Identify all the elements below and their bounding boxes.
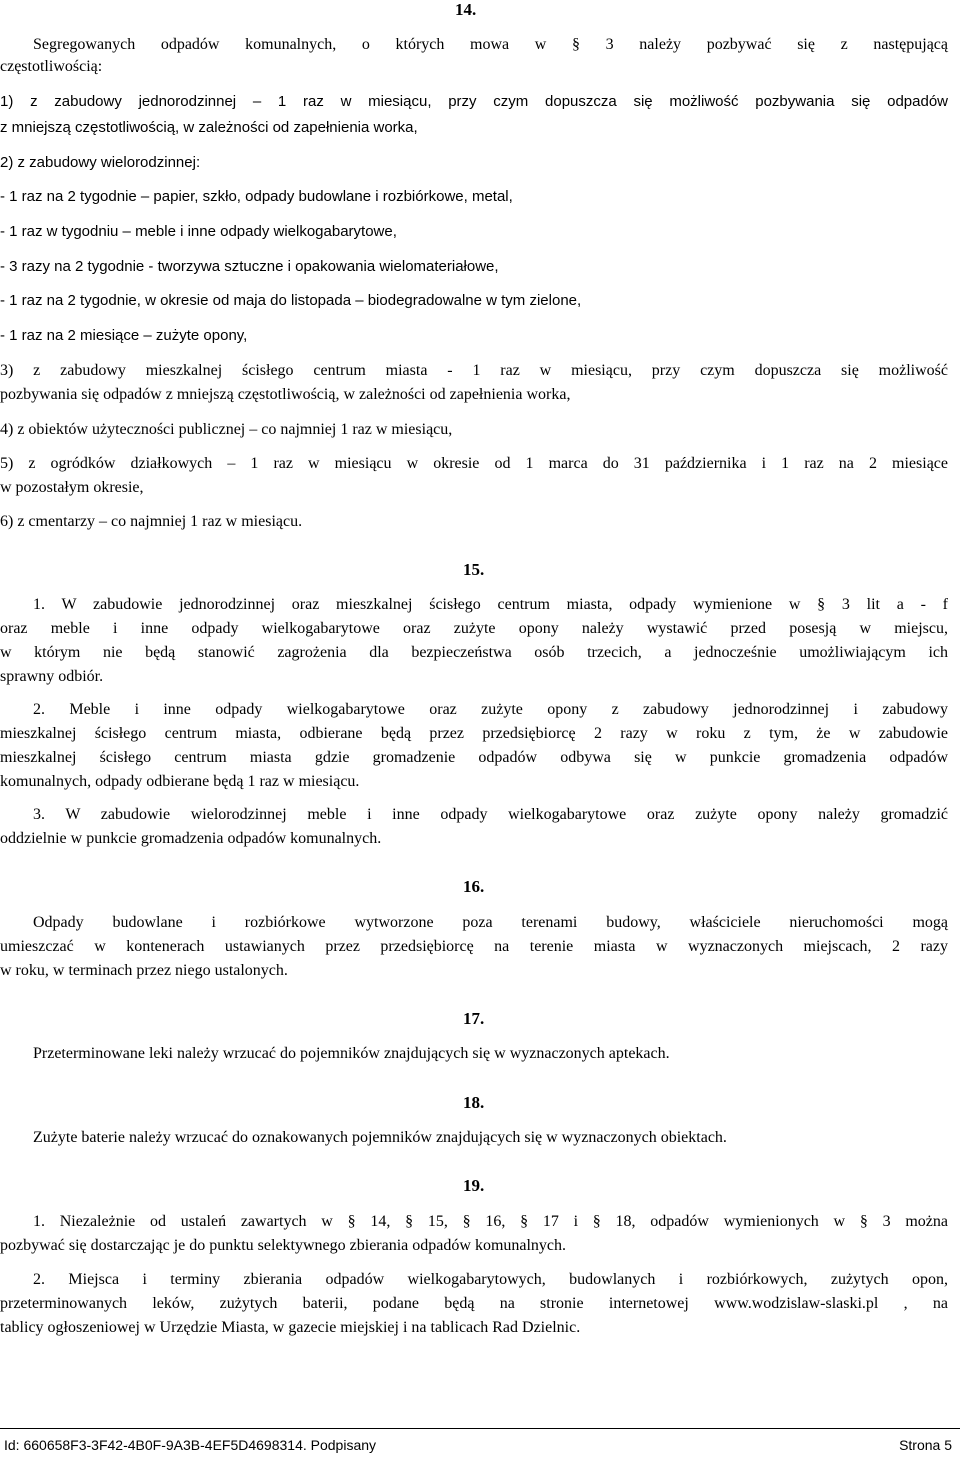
section-heading-17: 17. [463, 1009, 485, 1028]
footer-divider [0, 1428, 960, 1429]
s15-p2-line-4: komunalnych, odpady odbierane będą 1 raz w miesiącu. [0, 773, 360, 790]
s14-item-5-line-1: 5) z ogródków działkowych – 1 raz w miesiącu w okresie od 1 marca do 31 października i 1 raz na 2 miesiące [0, 455, 948, 472]
s19-p2-line-2: przeterminowanych leków, zużytych baterii, podane będą na stronie internetowej www.wodzislaw-slaski.pl , na [0, 1295, 948, 1312]
s16-line-1: Odpady budowlane i rozbiórkowe wytworzone poza terenami budowy, właściciele nieruchomości mogą [33, 914, 948, 931]
s19-p2-line-1: 2. Miejsca i terminy zbierania odpadów wielkogabarytowych, budowlanych i rozbiórkowych, zużytych opon, [33, 1271, 948, 1288]
s19-p1-line-1: 1. Niezależnie od ustaleń zawartych w § 14, § 15, § 16, § 17 i § 18, odpadów wymienionych w § 3 można [33, 1213, 948, 1230]
s14-item-2: 2) z zabudowy wielorodzinnej: [0, 154, 201, 171]
s15-p1-line-3: w którym nie będą stanowić zagrożenia dla bezpieczeństwa osób trzecich, a jednocześnie umożliwiającym ich [0, 644, 948, 661]
s14-item-2-sub-1: - 1 raz na 2 tygodnie – papier, szkło, odpady budowlane i rozbiórkowe, metal, [0, 188, 513, 205]
footer-page-number: Strona 5 [899, 1437, 952, 1453]
s14-item-5-line-2: w pozostałym okresie, [0, 479, 144, 496]
s15-p1-line-2: oraz meble i inne odpady wielkogabarytowe oraz zużyte opony należy wystawić przed posesją w miejscu, [0, 620, 948, 637]
section-heading-19: 19. [463, 1176, 485, 1195]
s14-item-3-line-1: 3) z zabudowy mieszkalnej ścisłego centrum miasta - 1 raz w miesiącu, przy czym dopuszcza się możliwość [0, 362, 948, 379]
footer-document-id: Id: 660658F3-3F42-4B0F-9A3B-4EF5D4698314. Podpisany [4, 1437, 377, 1453]
section-heading-15: 15. [463, 560, 485, 579]
s14-item-6: 6) z cmentarzy – co najmniej 1 raz w miesiącu. [0, 513, 303, 530]
section-heading-14: 14. [455, 0, 477, 19]
s15-p1-line-4: sprawny odbiór. [0, 668, 104, 685]
s16-line-2: umieszczać w kontenerach ustawianych przez przedsiębiorcę na terenie miasta w wyznaczonych miejscach, 2 razy [0, 938, 948, 955]
s14-item-2-sub-4: - 1 raz na 2 tygodnie, w okresie od maja do listopada – biodegradowalne w tym zielone, [0, 292, 582, 309]
s14-item-2-sub-5: - 1 raz na 2 miesiące – zużyte opony, [0, 327, 248, 344]
section-heading-16: 16. [463, 877, 485, 896]
s15-p1-line-1: 1. W zabudowie jednorodzinnej oraz mieszkalnej ścisłego centrum miasta, odpady wymienione w § 3 lit a - f [33, 596, 948, 613]
s14-item-1-line-1: 1) z zabudowy jednorodzinnej – 1 raz w miesiącu, przy czym dopuszcza się możliwość pozbywania się odpadów [0, 93, 948, 110]
s14-item-1-line-2: z mniejszą częstotliwością, w zależności od zapełnienia worka, [0, 119, 418, 136]
s19-p1-line-2: pozbywać się dostarczając je do punktu selektywnego zbierania odpadów komunalnych. [0, 1237, 567, 1254]
s17-text: Przeterminowane leki należy wrzucać do pojemników znajdujących się w wyznaczonych aptekach. [33, 1045, 670, 1062]
s18-text: Zużyte baterie należy wrzucać do oznakowanych pojemników znajdujących się w wyznaczonych obiektach. [33, 1129, 727, 1146]
section-heading-18: 18. [463, 1093, 485, 1112]
s14-intro-line-1: Segregowanych odpadów komunalnych, o których mowa w § 3 należy pozbywać się z następującą [33, 36, 948, 53]
s14-item-3-line-2: pozbywania się odpadów z mniejszą częstotliwością, w zależności od zapełnienia worka, [0, 386, 571, 403]
s15-p3-line-1: 3. W zabudowie wielorodzinnej meble i inne odpady wielkogabarytowe oraz zużyte opony należy gromadzić [33, 806, 948, 823]
s16-line-3: w roku, w terminach przez niego ustalonych. [0, 962, 288, 979]
s14-item-4: 4) z obiektów użyteczności publicznej – co najmniej 1 raz w miesiącu, [0, 421, 453, 438]
s14-item-2-sub-2: - 1 raz w tygodniu – meble i inne odpady wielkogabarytowe, [0, 223, 397, 240]
s19-p2-line-3: tablicy ogłoszeniowej w Urzędzie Miasta, w gazecie miejskiej i na tablicach Rad Dzielnic. [0, 1319, 581, 1336]
s14-intro-line-2: częstotliwością: [0, 58, 103, 75]
s15-p2-line-2: mieszkalnej ścisłego centrum miasta, odbierane będą przez przedsiębiorcę 2 razy w roku z tym, że w zabudowie [0, 725, 948, 742]
s14-item-2-sub-3: - 3 razy na 2 tygodnie - tworzywa sztuczne i opakowania wielomateriałowe, [0, 258, 499, 275]
s15-p2-line-3: mieszkalnej ścisłego centrum miasta gdzie gromadzenie odpadów odbywa się w punkcie gromadzenia odpadów [0, 749, 948, 766]
s15-p3-line-2: oddzielnie w punkcie gromadzenia odpadów komunalnych. [0, 830, 382, 847]
s15-p2-line-1: 2. Meble i inne odpady wielkogabarytowe oraz zużyte opony z zabudowy jednorodzinnej i zabudowy [33, 701, 948, 718]
